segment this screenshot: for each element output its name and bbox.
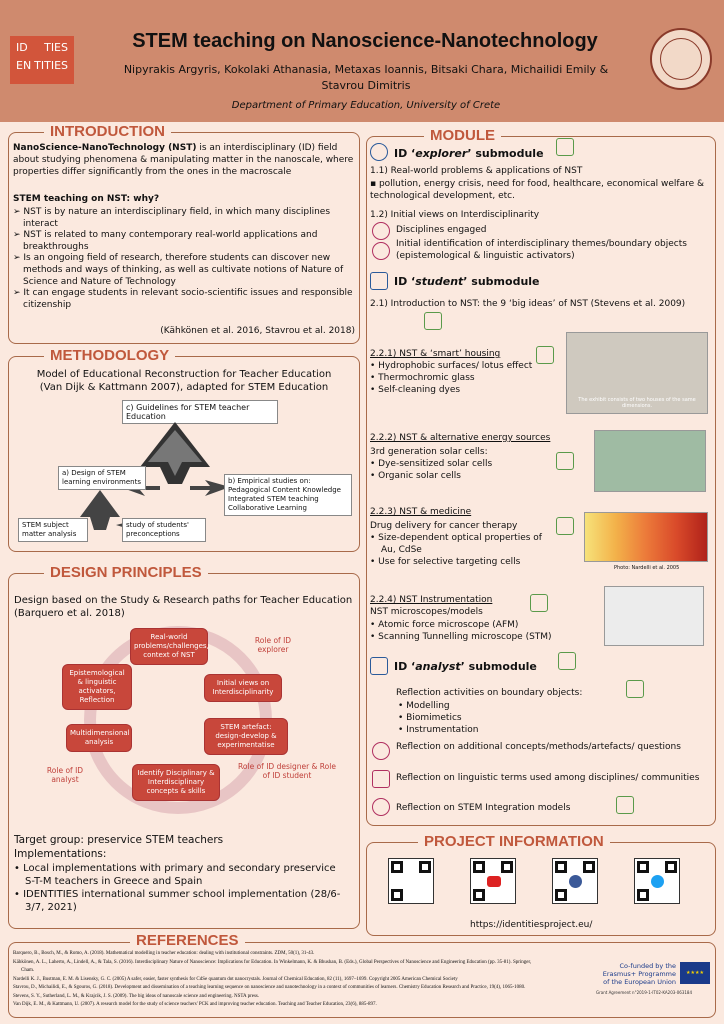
intro-bullets (13, 207, 355, 311)
group-icon (530, 594, 548, 612)
disciplines-icon (372, 222, 390, 240)
list-item: Van Dijk, E. M., & Kattmann, U. (2007). A research model for the study of science teachers' PCK and improving teacher education. Teaching and Teacher Education, 23(6), 885-897. (13, 1002, 377, 1007)
design-title: DESIGN PRINCIPLES (44, 564, 208, 581)
list-item: • Biomimetics (398, 713, 462, 723)
group-icon (556, 138, 574, 156)
target-group: Target group: preservice STEM teachers (14, 834, 224, 846)
box-guidelines: c) Guidelines for STEM teacher Education (122, 400, 278, 424)
list-item: ➢ NST is related to many contemporary real-world applications and breakthroughs (13, 230, 318, 252)
list-item: • Dye-sensitized solar cells (370, 459, 493, 469)
implementations-list (14, 862, 344, 914)
list-item: Stavrou, D., Michailidi, E., & Sgouros, G. (2018). Development and dissemination of a teaching learning sequence on nanoscience and nanotechnology in a context of communities of learners. Chemistry Education Research and Practice, 19(4), 1065-1080. (13, 985, 526, 990)
group-icon (556, 517, 574, 535)
authors: Nipyrakis Argyris, Kokolaki Athanasia, Metaxas Ioannis, Bitsaki Chara, Michailidi Emily & Stavrou Dimitris (123, 63, 609, 92)
box-subject-analysis: STEM subject matter analysis (18, 518, 88, 542)
analyst-r1: Reflection on additional concepts/methods/artefacts/ questions (396, 742, 681, 752)
role-analyst: Role of ID analyst (46, 766, 84, 784)
list-item: • Organic solar cells (370, 471, 461, 481)
list-item: Nardelli K. J., Bustman, E. M. & Lisensky, G. C. (2005) A safer, easier, faster synthesis for CdSe quantum dot nanocrystals. Journal of Chemical Education, 82 (11), 1697–1699. Copyright 2005 American Chemical Society (13, 976, 458, 982)
s223-sub: Drug delivery for cancer therapy (370, 521, 518, 531)
analyst-heading: ID ‘analyst’ submodule (394, 660, 537, 673)
list-item: • IDENTITIES international summer school implementation (28/6-3/7, 2021) (14, 889, 341, 913)
references-list (13, 950, 589, 1010)
analyst-r3: Reflection on STEM Integration models (396, 803, 571, 813)
list-item: • Instrumentation (398, 725, 479, 735)
person-icon (616, 796, 634, 814)
s224-title: 2.2.4) NST Instrumentation (370, 595, 493, 605)
network-icon (372, 798, 390, 816)
photo-credit: Photo: Nardelli et al. 2005 (614, 565, 680, 571)
analyst-r2: Reflection on linguistic terms used among disciplines/ communities (396, 773, 700, 783)
student-heading: ID ‘student’ submodule (394, 275, 540, 288)
pill-initial-views: Initial views on Interdisciplinarity (204, 674, 282, 702)
qr-code-website[interactable] (388, 858, 434, 904)
quantum-dots-photo (584, 512, 708, 562)
role-designer: Role of ID designer & Role of ID student (238, 762, 336, 780)
analyst-list (398, 700, 598, 736)
solar-cells-photo (594, 430, 706, 492)
erasmus-text: Co-funded by the Erasmus+ Programme of the European Union (602, 962, 676, 986)
microscope-photo (604, 586, 704, 646)
explorer-heading: ID ‘explorer’ submodule (394, 147, 544, 160)
intro-citation: (Kähkönen et al. 2016, Stavrou et al. 2018) (160, 326, 355, 336)
university-seal (650, 28, 712, 90)
analyst-reflect: Reflection activities on boundary objects: (396, 688, 583, 698)
pill-identify-disciplinary: Identify Disciplinary & Interdisciplinary concepts & skills (132, 764, 220, 801)
why-heading: STEM teaching on NST: why? (13, 194, 160, 204)
pill-multidimensional: Multidimensional analysis (66, 724, 132, 752)
project-url[interactable]: https://identitiesproject.eu/ (470, 920, 593, 930)
e12: 1.2) Initial views on Interdisciplinarity (370, 210, 540, 220)
methodology-caption: Model of Educational Reconstruction for Teacher Education (Van Dijk & Kattmann 2007), adapted for STEM Education (36, 369, 332, 393)
pill-epistemological: Epistemological & linguistic activators, Reflection (62, 664, 132, 710)
s223-title: 2.2.3) NST & medicine (370, 507, 472, 517)
s221-title: 2.2.1) NST & ‘smart’ housing (370, 349, 501, 359)
project-title: PROJECT INFORMATION (418, 833, 610, 850)
group-icon (556, 452, 574, 470)
list-item: Barquero, B., Bosch, M., & Romo, A. (2018). Mathematical modelling in teacher education: dealing with institutional constraints. ZDM, 50(1), 31-43. (13, 951, 315, 956)
group-icon (558, 652, 576, 670)
eu-flag-icon: ★★★★ (680, 962, 710, 984)
box-design-stem: a) Design of STEM learning environments (58, 466, 146, 490)
design-intro: Design based on the Study & Research paths for Teacher Education (Barquero et al. 2018) (14, 595, 353, 619)
e11-item: ▪ pollution, energy crisis, need for food, healthcare, economical welfare & technological development, etc. (370, 179, 705, 201)
module-title: MODULE (424, 127, 501, 144)
concepts-icon (372, 742, 390, 760)
group-icon (424, 312, 442, 330)
grant-agreement: Grant Agreement n°2019-1-IT02-KA203-063184 (596, 990, 692, 995)
introduction-text: NanoScience-NanoTechnology (NST) is an interdisciplinary (ID) field about studying phenomena & manipulating matter in the nanoscale, where properties differ significantly from the ones in the macroscale (13, 143, 354, 177)
list-item: • Self-cleaning dyes (370, 385, 461, 395)
list-item: • Hydrophobic surfaces/ lotus effect (370, 361, 533, 371)
list-item: ➢ It can engage students in relevant socio-scientific issues and responsible citizenship (13, 288, 353, 310)
list-item: ➢ NST is by nature an interdisciplinary field, in which many disciplines interact (13, 207, 331, 229)
s223-list (370, 532, 548, 568)
box-empirical: b) Empirical studies on: Pedagogical Content Knowledge Integrated STEM teaching Collaborative Learning (224, 474, 352, 516)
s221-list (370, 360, 562, 396)
list-item: Stevens, S. Y., Sutherland, L. M., & Krajcik, J. S. (2009). The big ideas of nanoscale science and engineering. NSTA press. (13, 993, 260, 999)
pill-stem-artefact: STEM artefact: design-develop & experimentatise (204, 718, 288, 755)
role-explorer: Role of ID explorer (254, 636, 292, 654)
analyst-icon (370, 657, 388, 675)
facebook-icon (569, 875, 582, 888)
box-preconceptions: study of students' preconceptions (122, 518, 206, 542)
poster-title: STEM teaching on Nanoscience-Nanotechnology (132, 30, 598, 52)
list-item: • Scanning Tunnelling microscope (STM) (370, 632, 552, 642)
s224-sub: NST microscopes/models (370, 607, 483, 617)
introduction-title: INTRODUCTION (44, 123, 171, 140)
s222-title: 2.2.2) NST & alternative energy sources (370, 433, 551, 443)
list-item: • Thermochromic glass (370, 373, 475, 383)
list-item: Kähkönen, A. L., Laherto, A., Lindell, A., & Tala, S. (2016). Interdisciplinary Nature of Nanoscience: Implications for Education. In Winkelmann, K. & Bhushan, B. (Eds.), Global Perspectives of Nanoscience and Engineering Education (pp. 35-81). Springer, (13, 959, 532, 965)
list-item: • Local implementations with primary and secondary preservice S-T-M teachers in Greece and Spain (14, 863, 336, 887)
list-item: • Modelling (398, 701, 450, 711)
implementations-label: Implementations: (14, 848, 107, 860)
qr-code-youtube[interactable] (470, 858, 516, 904)
group-icon (626, 680, 644, 698)
qr-code-facebook[interactable] (552, 858, 598, 904)
s224-list (370, 619, 610, 643)
s21: 2.1) Introduction to NST: the 9 ‘big ideas’ of NST (Stevens et al. 2009) (370, 299, 686, 309)
list-item: • Atomic force microscope (AFM) (370, 620, 519, 630)
e12-b: Initial identification of interdisciplinary themes/boundary objects (epistemological & linguistic activators) (396, 239, 687, 261)
student-icon (370, 272, 388, 290)
smart-housing-photo: The exhibit consists of two houses of the same dimensions. (566, 332, 708, 414)
list-item: • Size-dependent optical properties of Au, CdSe (370, 533, 542, 555)
book-icon (372, 770, 390, 788)
identities-logo: ID TIES EN TITIES (10, 36, 74, 84)
references-title: REFERENCES (130, 932, 245, 949)
s222-sub: 3rd generation solar cells: (370, 447, 488, 457)
list-item: Cham. (21, 968, 35, 973)
explorer-icon (370, 143, 388, 161)
list-item: ➢ Is an ongoing field of research, therefore students can discover new methods and ways of thinking, as well as cultivate notions of Nature of Science and Nature of Technology (13, 253, 344, 287)
qr-code-twitter[interactable] (634, 858, 680, 904)
methodology-title: METHODOLOGY (44, 347, 175, 364)
list-item: • Use for selective targeting cells (370, 557, 521, 567)
twitter-icon (651, 875, 664, 888)
youtube-icon (487, 876, 501, 887)
boundary-icon (372, 242, 390, 260)
pill-real-world: Real-world problems/challenges, context of NST (130, 628, 208, 665)
department: Department of Primary Education, University of Crete (231, 100, 501, 111)
e11: 1.1) Real-world problems & applications of NST (370, 166, 583, 176)
e12-a: Disciplines engaged (396, 225, 487, 235)
s222-list (370, 458, 550, 482)
